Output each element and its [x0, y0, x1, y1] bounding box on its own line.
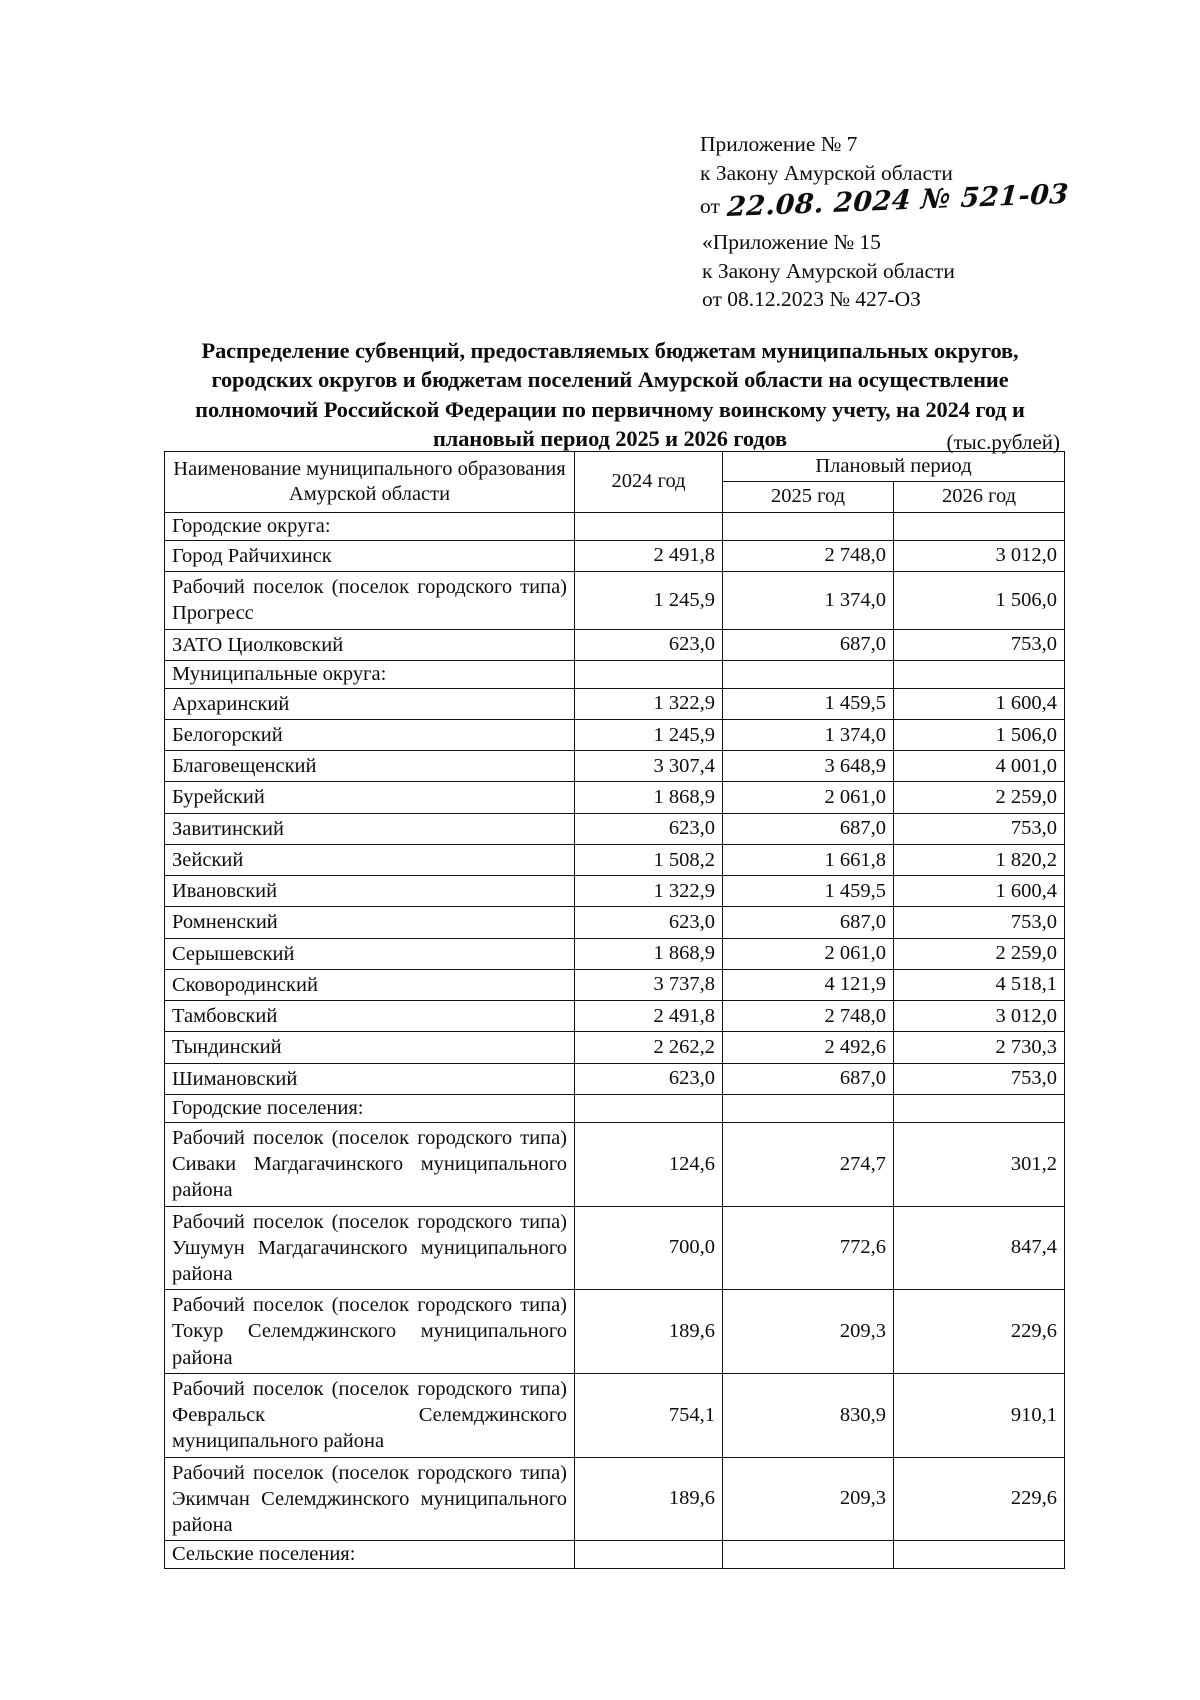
table-row	[165, 844, 1065, 875]
row-value-2024: 700,0	[575, 1206, 723, 1290]
subvention-distribution-table	[164, 451, 1065, 1569]
row-value-2025: 830,9	[723, 1373, 894, 1457]
row-value-2025	[723, 1094, 894, 1122]
row-value-2025: 687,0	[723, 813, 894, 844]
row-section-label: Городские поселения:	[165, 1094, 575, 1122]
row-municipality-name: Завитинский	[165, 813, 575, 844]
table-row	[165, 1206, 1065, 1290]
row-municipality-name: Серышевский	[165, 938, 575, 969]
row-value-2025: 687,0	[723, 1063, 894, 1094]
appendix2-number-line: «Приложение № 15	[702, 230, 881, 254]
row-value-2024: 2 491,8	[575, 540, 723, 571]
table-row	[165, 938, 1065, 969]
table-row	[165, 1001, 1065, 1032]
row-value-2026: 910,1	[894, 1373, 1065, 1457]
table-row	[165, 1122, 1065, 1206]
row-value-2025: 2 748,0	[723, 540, 894, 571]
row-value-2024: 1 245,9	[575, 719, 723, 750]
page-title: Распределение субвенций, предоставляемых бюджетам муниципальных округов, городских округов и бюджетам поселений Амурской области на осуществление полномочий Российской Федерации по первичному воинскому учету, на 2024 год и плановый период 2025 и 2026 годов	[195, 338, 1025, 452]
row-value-2025: 2 748,0	[723, 1001, 894, 1032]
row-municipality-name: Рабочий поселок (поселок городского типа) Сиваки Магдагачинского муниципального района	[165, 1122, 575, 1206]
column-header-2026: 2026 год	[894, 482, 1065, 512]
row-value-2026: 1 506,0	[894, 572, 1065, 629]
row-value-2026: 753,0	[894, 813, 1065, 844]
row-value-2024: 1 868,9	[575, 782, 723, 813]
column-header-2024: 2024 год	[575, 452, 723, 513]
row-value-2025	[723, 1541, 894, 1569]
row-value-2025	[723, 512, 894, 540]
table-row	[165, 876, 1065, 907]
row-value-2025: 687,0	[723, 907, 894, 938]
table-row	[165, 540, 1065, 571]
row-municipality-name: Рабочий поселок (поселок городского типа) Прогресс	[165, 572, 575, 629]
handwritten-date-number: 22.08. 2024 № 521-03	[726, 178, 1070, 224]
appendix-reference-primary	[700, 130, 1068, 223]
table-row	[165, 969, 1065, 1000]
row-value-2025: 2 061,0	[723, 938, 894, 969]
row-value-2026: 2 259,0	[894, 782, 1065, 813]
row-value-2025: 4 121,9	[723, 969, 894, 1000]
table-row	[165, 1457, 1065, 1541]
table-row	[165, 1094, 1065, 1122]
appendix-date-line	[700, 178, 1070, 224]
row-value-2025: 2 492,6	[723, 1032, 894, 1063]
row-municipality-name: Зейский	[165, 844, 575, 875]
row-municipality-name: Город Райчихинск	[165, 540, 575, 571]
row-value-2024: 1 508,2	[575, 844, 723, 875]
row-municipality-name: Ивановский	[165, 876, 575, 907]
table-row	[165, 813, 1065, 844]
row-value-2024: 3 307,4	[575, 751, 723, 782]
row-value-2025: 274,7	[723, 1122, 894, 1206]
table-row	[165, 1373, 1065, 1457]
row-value-2026: 3 012,0	[894, 1001, 1065, 1032]
table-row	[165, 688, 1065, 719]
row-value-2025: 687,0	[723, 629, 894, 660]
row-value-2026	[894, 512, 1065, 540]
column-header-planning-period: Плановый период	[723, 452, 1065, 482]
row-municipality-name: Белогорский	[165, 719, 575, 750]
row-municipality-name: Тындинский	[165, 1032, 575, 1063]
row-value-2025	[723, 660, 894, 688]
table-row	[165, 1290, 1065, 1374]
row-municipality-name: Рабочий поселок (поселок городского типа) Ушумун Магдагачинского муниципального района	[165, 1206, 575, 1290]
table-row	[165, 751, 1065, 782]
row-value-2026	[894, 1094, 1065, 1122]
table-row	[165, 907, 1065, 938]
row-value-2025: 772,6	[723, 1206, 894, 1290]
row-value-2024: 623,0	[575, 1063, 723, 1094]
row-value-2026	[894, 660, 1065, 688]
row-value-2026: 301,2	[894, 1122, 1065, 1206]
row-section-label: Городские округа:	[165, 512, 575, 540]
row-municipality-name: Рабочий поселок (поселок городского типа) Токур Селемджинского муниципального района	[165, 1290, 575, 1374]
table-row	[165, 1063, 1065, 1094]
row-value-2024: 2 491,8	[575, 1001, 723, 1032]
row-section-label: Муниципальные округа:	[165, 660, 575, 688]
date-prefix-label: от	[700, 194, 720, 219]
row-value-2025: 1 374,0	[723, 572, 894, 629]
row-value-2026: 753,0	[894, 629, 1065, 660]
table-row	[165, 719, 1065, 750]
row-value-2024	[575, 1541, 723, 1569]
table-row	[165, 782, 1065, 813]
row-value-2024: 1 245,9	[575, 572, 723, 629]
row-municipality-name: Тамбовский	[165, 1001, 575, 1032]
row-value-2025: 1 661,8	[723, 844, 894, 875]
row-value-2026: 1 820,2	[894, 844, 1065, 875]
table-header	[165, 452, 1065, 513]
row-value-2024: 1 322,9	[575, 876, 723, 907]
table-header-row-1	[165, 452, 1065, 482]
table-row	[165, 629, 1065, 660]
row-municipality-name: Шимановский	[165, 1063, 575, 1094]
row-value-2025: 1 459,5	[723, 876, 894, 907]
table-row	[165, 660, 1065, 688]
row-value-2026: 1 600,4	[894, 688, 1065, 719]
row-value-2025: 1 374,0	[723, 719, 894, 750]
row-value-2025: 209,3	[723, 1290, 894, 1374]
row-value-2024	[575, 512, 723, 540]
row-section-label: Сельские поселения:	[165, 1541, 575, 1569]
row-municipality-name: Бурейский	[165, 782, 575, 813]
table-row	[165, 1032, 1065, 1063]
row-municipality-name: ЗАТО Циолковский	[165, 629, 575, 660]
appendix2-date-line: от 08.12.2023 № 427-ОЗ	[702, 287, 921, 312]
column-header-name: Наименование муниципального образования Амурской области	[165, 452, 575, 513]
table-row	[165, 1541, 1065, 1569]
table-row	[165, 512, 1065, 540]
column-header-2025: 2025 год	[723, 482, 894, 512]
row-value-2025: 2 061,0	[723, 782, 894, 813]
table-row	[165, 572, 1065, 629]
appendix-reference-secondary	[702, 228, 955, 314]
row-municipality-name: Благовещенский	[165, 751, 575, 782]
row-value-2026: 4 001,0	[894, 751, 1065, 782]
row-value-2026: 847,4	[894, 1206, 1065, 1290]
row-value-2024: 1 322,9	[575, 688, 723, 719]
row-value-2026: 2 730,3	[894, 1032, 1065, 1063]
row-value-2024: 623,0	[575, 907, 723, 938]
row-value-2024	[575, 660, 723, 688]
row-municipality-name: Архаринский	[165, 688, 575, 719]
row-value-2024: 1 868,9	[575, 938, 723, 969]
row-municipality-name: Рабочий поселок (поселок городского типа) Экимчан Селемджинского муниципального района	[165, 1457, 575, 1541]
row-value-2024: 623,0	[575, 629, 723, 660]
row-municipality-name: Сковородинский	[165, 969, 575, 1000]
row-municipality-name: Ромненский	[165, 907, 575, 938]
row-value-2024: 2 262,2	[575, 1032, 723, 1063]
row-value-2024: 189,6	[575, 1457, 723, 1541]
row-value-2026: 229,6	[894, 1457, 1065, 1541]
row-value-2026: 2 259,0	[894, 938, 1065, 969]
row-value-2026: 3 012,0	[894, 540, 1065, 571]
row-value-2026: 1 600,4	[894, 876, 1065, 907]
row-value-2026: 1 506,0	[894, 719, 1065, 750]
row-value-2026: 4 518,1	[894, 969, 1065, 1000]
row-value-2024: 623,0	[575, 813, 723, 844]
appendix2-law-line: к Закону Амурской области	[702, 258, 955, 283]
row-value-2024: 754,1	[575, 1373, 723, 1457]
row-municipality-name: Рабочий поселок (поселок городского типа) Февральск Селемджинского муниципального района	[165, 1373, 575, 1457]
row-value-2026: 753,0	[894, 1063, 1065, 1094]
units-caption: (тыс.рублей)	[946, 430, 1060, 454]
row-value-2025: 1 459,5	[723, 688, 894, 719]
row-value-2025: 3 648,9	[723, 751, 894, 782]
appendix-number-line: Приложение № 7	[700, 132, 858, 156]
appendix-law-line: к Закону Амурской области	[700, 160, 953, 185]
row-value-2024	[575, 1094, 723, 1122]
row-value-2025: 209,3	[723, 1457, 894, 1541]
table-body	[165, 512, 1065, 1569]
row-value-2024: 124,6	[575, 1122, 723, 1206]
row-value-2026: 229,6	[894, 1290, 1065, 1374]
row-value-2026: 753,0	[894, 907, 1065, 938]
row-value-2024: 3 737,8	[575, 969, 723, 1000]
row-value-2024: 189,6	[575, 1290, 723, 1374]
row-value-2026	[894, 1541, 1065, 1569]
